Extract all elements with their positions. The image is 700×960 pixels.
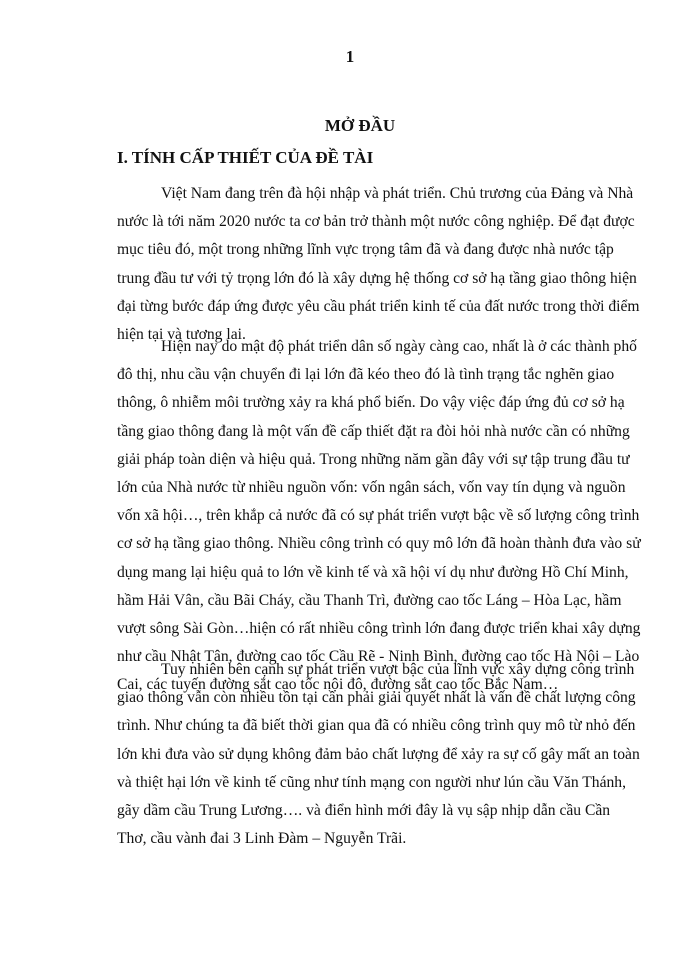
paragraph-line: mục tiêu đó, một trong những lĩnh vực trọng tâm đã và đang được nhà nước tập — [117, 241, 614, 259]
page-title: MỞ ĐẦU — [324, 116, 396, 135]
paragraph-1 — [117, 180, 640, 349]
paragraph-line: Việt Nam đang trên đà hội nhập và phát triển. Chủ trương của Đảng và Nhà — [161, 185, 634, 202]
paragraph-line: Thơ, cầu vành đai 3 Linh Đàm – Nguyễn Trãi. — [117, 830, 407, 848]
paragraph-line: trình. Như chúng ta đã biết thời gian qua đã có nhiều công trình quy mô từ nhỏ đến — [117, 717, 636, 735]
paragraph-line: lớn khi đưa vào sử dụng không đảm bảo chất lượng để xảy ra sự cố gây mất an toàn — [117, 745, 640, 763]
paragraph-line: giải pháp toàn diện và hiệu quả. Trong những năm gần đây với sự tập trung đầu tư — [117, 450, 630, 468]
paragraph-line: lớn của Nhà nước từ nhiều nguồn vốn: vốn ngân sách, vốn vay tín dụng và nguồn — [117, 479, 626, 497]
paragraph-line: Tuy nhiên bên cạnh sự phát triển vượt bậc của lĩnh vực xây dựng công trình — [161, 661, 635, 678]
paragraph-line: giao thông vẫn còn nhiều tồn tại cần phải giải quyết nhất là vấn đề chất lượng công — [117, 689, 636, 707]
paragraph-line: vốn xã hội…, trên khắp cả nước đã có sự phát triển vượt bậc về số lượng công trình — [117, 507, 640, 525]
paragraph-line: thông, ô nhiễm môi trường xảy ra khá phổ biến. Do vậy việc đáp ứng đủ cơ sở hạ — [117, 394, 625, 412]
paragraph-line: vượt sông Sài Gòn…hiện có rất nhiều công trình lớn đang được triển khai xây dựng — [117, 620, 641, 638]
paragraph-line: Cai, các tuyến đường sắt cao tốc nội đô, đường sắt cao tốc Bắc Nam… — [117, 676, 559, 694]
paragraph-line: cơ sở hạ tầng giao thông. Nhiều công trình có quy mô lớn đã hoàn thành đưa vào sử — [117, 535, 641, 553]
paragraph-line: tầng giao thông đang là một vấn đề cấp thiết đặt ra đòi hỏi nhà nước cần có những — [117, 422, 630, 440]
section-heading: I. TÍNH CẤP THIẾT CỦA ĐỀ TÀI — [117, 148, 374, 167]
paragraph-line: Hiện nay do mật độ phát triển dân số ngày càng cao, nhất là ở các thành phố — [161, 338, 637, 355]
paragraph-line: như cầu Nhật Tân, đường cao tốc Cầu Rẽ - Ninh Bình, đường cao tốc Hà Nội – Lào — [117, 648, 640, 666]
paragraph-line: nước là tới năm 2020 nước ta cơ bản trở thành một nước công nghiệp. Để đạt được — [117, 213, 635, 231]
paragraph-line: hầm Hải Vân, cầu Bãi Cháy, cầu Thanh Trì, đường cao tốc Láng – Hòa Lạc, hầm — [117, 591, 622, 609]
page-number: 1 — [345, 47, 355, 66]
paragraph-line: đại từng bước đáp ứng được yêu cầu phát triển kinh tế của đất nước trong thời điểm — [117, 297, 640, 315]
paragraph-line: trung đầu tư với tỷ trọng lớn đó là xây dựng hệ thống cơ sở hạ tầng giao thông hiện — [117, 269, 637, 287]
paragraph-line: đô thị, nhu cầu vận chuyển đi lại lớn đã kéo theo đó là tình trạng tắc nghẽn giao — [117, 366, 615, 384]
paragraph-3 — [117, 656, 640, 853]
paragraph-line: hiện tại và tương lai. — [117, 326, 246, 344]
paragraph-line: gãy dầm cầu Trung Lương…. và điển hình mới đây là vụ sập nhịp dẫn cầu Cần — [117, 802, 611, 820]
paragraph-line: và thiệt hại lớn về kinh tế cũng như tính mạng con người như lún cầu Văn Thánh, — [117, 773, 626, 791]
paragraph-2 — [117, 333, 641, 700]
paragraph-line: dụng mang lại hiệu quả to lớn về kinh tế và xã hội ví dụ như đường Hồ Chí Minh, — [117, 563, 629, 581]
